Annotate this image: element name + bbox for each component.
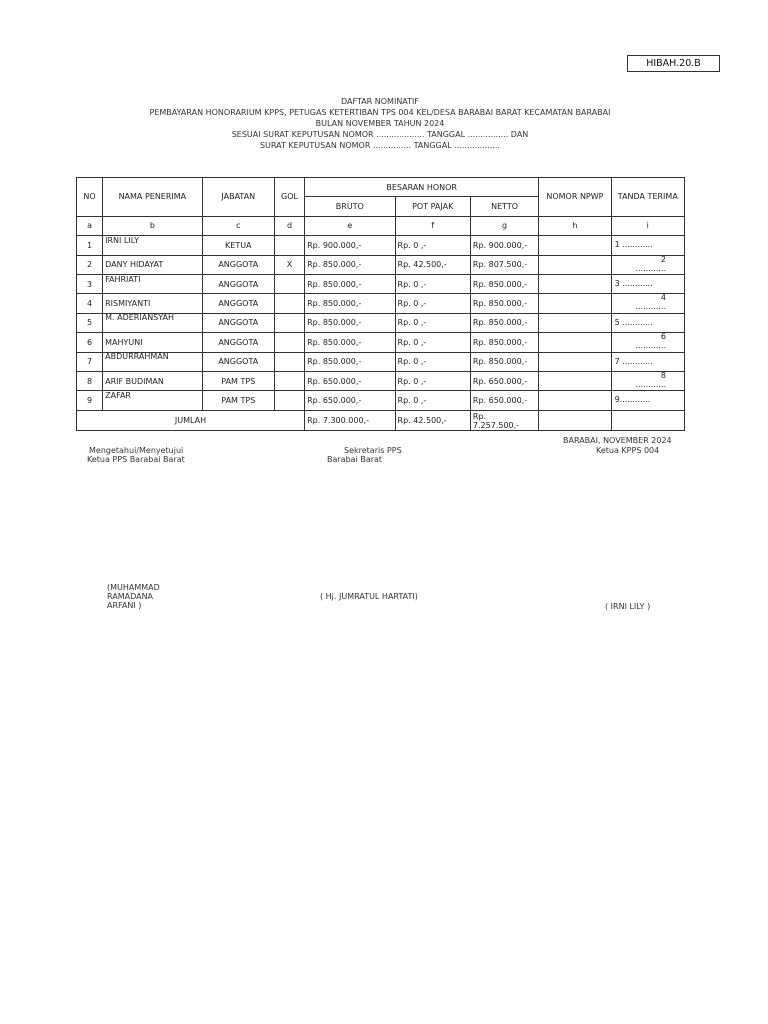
row-bruto: Rp. 650.000,- bbox=[305, 371, 395, 390]
row-nama: FAHRIATI bbox=[103, 274, 202, 293]
header-bruto: BRUTO bbox=[305, 197, 395, 216]
row-nama: M. ADERIANSYAH bbox=[103, 313, 202, 332]
row-netto: Rp. 850.000,- bbox=[470, 274, 538, 293]
table-row bbox=[77, 333, 685, 352]
row-gol bbox=[274, 294, 304, 313]
row-netto: Rp. 807.500,- bbox=[470, 255, 538, 274]
header-gol: GOL bbox=[274, 178, 304, 217]
row-gol bbox=[274, 313, 304, 332]
row-gol bbox=[274, 371, 304, 390]
letter-cell: f bbox=[395, 216, 470, 235]
total-label: JUMLAH bbox=[77, 410, 305, 430]
table-row bbox=[77, 236, 685, 255]
row-no: 9 bbox=[77, 391, 103, 410]
title-line-1: DAFTAR NOMINATIF bbox=[340, 97, 420, 106]
right-signatory-name: ( IRNI LILY ) bbox=[605, 602, 651, 611]
row-jabatan: ANGGOTA bbox=[202, 333, 274, 352]
row-npwp bbox=[539, 236, 611, 255]
row-netto: Rp. 850.000,- bbox=[470, 294, 538, 313]
row-pot-pajak: Rp. 0 ,- bbox=[395, 352, 470, 371]
row-tanda-terima[interactable] bbox=[611, 274, 684, 293]
total-tanda bbox=[611, 410, 684, 430]
header-jabatan: JABATAN bbox=[202, 178, 274, 217]
table-row bbox=[77, 294, 685, 313]
row-npwp bbox=[539, 274, 611, 293]
row-no: 4 bbox=[77, 294, 103, 313]
total-pot-pajak: Rp. 42.500,- bbox=[395, 410, 470, 430]
row-jabatan: ANGGOTA bbox=[202, 352, 274, 371]
header-nomor-npwp: NOMOR NPWP bbox=[539, 178, 611, 217]
title-line-3: BULAN NOVEMBER TAHUN 2024 bbox=[315, 119, 445, 128]
row-jabatan: ANGGOTA bbox=[202, 313, 274, 332]
row-netto: Rp. 900.000,- bbox=[470, 236, 538, 255]
title-line-5: SURAT KEPUTUSAN NOMOR ............... TANGGAL .................. bbox=[259, 141, 501, 150]
honorarium-table bbox=[76, 177, 685, 431]
row-tanda-terima[interactable] bbox=[611, 294, 684, 313]
row-npwp bbox=[539, 313, 611, 332]
row-nama: MAHYUNI bbox=[103, 333, 202, 352]
row-no: 6 bbox=[77, 333, 103, 352]
right-signatory-title: Ketua KPPS 004 bbox=[596, 446, 660, 455]
table-row bbox=[77, 255, 685, 274]
row-jabatan: KETUA bbox=[202, 236, 274, 255]
mid-signatory-name: ( Hj. JUMRATUL HARTATI) bbox=[320, 592, 418, 601]
title-line-4: SESUAI SURAT KEPUTUSAN NOMOR ................... TANGGAL ................ DAN bbox=[231, 130, 529, 139]
row-gol bbox=[274, 274, 304, 293]
row-bruto: Rp. 850.000,- bbox=[305, 294, 395, 313]
row-tanda-terima[interactable] bbox=[611, 352, 684, 371]
row-no: 2 bbox=[77, 255, 103, 274]
row-no: 1 bbox=[77, 236, 103, 255]
row-tanda-terima[interactable] bbox=[611, 371, 684, 390]
letter-cell: b bbox=[103, 216, 202, 235]
row-bruto: Rp. 650.000,- bbox=[305, 391, 395, 410]
row-netto: Rp. 850.000,- bbox=[470, 313, 538, 332]
letter-cell: c bbox=[202, 216, 274, 235]
letter-row bbox=[77, 216, 685, 235]
row-pot-pajak: Rp. 0 ,- bbox=[395, 391, 470, 410]
row-npwp bbox=[539, 352, 611, 371]
header-nama-penerima: NAMA PENERIMA bbox=[103, 178, 202, 217]
row-gol bbox=[274, 352, 304, 371]
row-pot-pajak: Rp. 0 ,- bbox=[395, 371, 470, 390]
row-netto: Rp. 850.000,- bbox=[470, 352, 538, 371]
letter-cell: i bbox=[611, 216, 684, 235]
tanda-terima-text: 1 ............ bbox=[614, 240, 653, 250]
row-npwp bbox=[539, 333, 611, 352]
row-jabatan: ANGGOTA bbox=[202, 274, 274, 293]
row-npwp bbox=[539, 255, 611, 274]
row-pot-pajak: Rp. 0 ,- bbox=[395, 313, 470, 332]
row-nama: ABDURRAHMAN bbox=[103, 352, 202, 371]
header-no: NO bbox=[77, 178, 103, 217]
row-netto: Rp. 650.000,- bbox=[470, 391, 538, 410]
letter-cell: g bbox=[470, 216, 538, 235]
header-tanda-terima: TANDA TERIMA bbox=[611, 178, 684, 217]
row-nama: ARIF BUDIMAN bbox=[103, 371, 202, 390]
row-netto: Rp. 850.000,- bbox=[470, 333, 538, 352]
place-date: BARABAI, NOVEMBER 2024 bbox=[563, 436, 672, 445]
left-signatory-name: (MUHAMMAD RAMADANA ARFANI ) bbox=[107, 583, 160, 610]
row-nama: DANY HIDAYAT bbox=[103, 255, 202, 274]
tanda-terima-text: 9............ bbox=[614, 395, 651, 405]
total-npwp bbox=[539, 410, 611, 430]
tanda-terima-text: 7 ............ bbox=[614, 356, 653, 366]
mid-signatory-title: Sekretaris PPS bbox=[344, 446, 402, 455]
tanda-terima-text: 2 ............ bbox=[635, 254, 666, 273]
title-block bbox=[0, 96, 760, 151]
table-row bbox=[77, 391, 685, 410]
row-tanda-terima[interactable] bbox=[611, 391, 684, 410]
row-pot-pajak: Rp. 0 ,- bbox=[395, 294, 470, 313]
row-tanda-terima[interactable] bbox=[611, 313, 684, 332]
letter-cell: h bbox=[539, 216, 611, 235]
row-bruto: Rp. 850.000,- bbox=[305, 333, 395, 352]
row-pot-pajak: Rp. 0 ,- bbox=[395, 274, 470, 293]
row-no: 8 bbox=[77, 371, 103, 390]
tanda-terima-text: 3 ............ bbox=[614, 278, 653, 288]
row-jabatan: PAM TPS bbox=[202, 371, 274, 390]
row-pot-pajak: Rp. 0 ,- bbox=[395, 333, 470, 352]
row-nama: ZAFAR bbox=[103, 391, 202, 410]
header-pot-pajak: POT PAJAK bbox=[395, 197, 470, 216]
row-tanda-terima[interactable] bbox=[611, 255, 684, 274]
row-bruto: Rp. 900.000,- bbox=[305, 236, 395, 255]
row-jabatan: PAM TPS bbox=[202, 391, 274, 410]
row-bruto: Rp. 850.000,- bbox=[305, 352, 395, 371]
row-bruto: Rp. 850.000,- bbox=[305, 274, 395, 293]
row-no: 3 bbox=[77, 274, 103, 293]
tanda-terima-text: 5 ............ bbox=[614, 317, 653, 327]
letter-cell: a bbox=[77, 216, 103, 235]
row-gol: X bbox=[274, 255, 304, 274]
row-bruto: Rp. 850.000,- bbox=[305, 313, 395, 332]
row-npwp bbox=[539, 391, 611, 410]
tanda-terima-text: 4 ............ bbox=[635, 293, 666, 312]
table-row bbox=[77, 274, 685, 293]
letter-cell: e bbox=[305, 216, 395, 235]
row-tanda-terima[interactable] bbox=[611, 333, 684, 352]
row-nama: IRNI LILY bbox=[103, 236, 202, 255]
row-npwp bbox=[539, 371, 611, 390]
left-signatory-title: Mengetahui/Menyetujui bbox=[89, 446, 184, 455]
row-nama: RISMIYANTI bbox=[103, 294, 202, 313]
total-bruto: Rp. 7.300.000,- bbox=[305, 410, 395, 430]
row-netto: Rp. 650.000,- bbox=[470, 371, 538, 390]
row-jabatan: ANGGOTA bbox=[202, 294, 274, 313]
row-no: 7 bbox=[77, 352, 103, 371]
tanda-terima-text: 8 ............ bbox=[635, 370, 666, 389]
left-signatory-office: Ketua PPS Barabai Barat bbox=[87, 455, 185, 464]
letter-cell: d bbox=[274, 216, 304, 235]
row-jabatan: ANGGOTA bbox=[202, 255, 274, 274]
total-row bbox=[77, 410, 685, 430]
header-besaran-honor: BESARAN HONOR bbox=[305, 178, 539, 197]
row-bruto: Rp. 850.000,- bbox=[305, 255, 395, 274]
total-netto: Rp. 7.257.500,- bbox=[470, 410, 538, 430]
row-tanda-terima[interactable] bbox=[611, 236, 684, 255]
table-row bbox=[77, 352, 685, 371]
table-row bbox=[77, 371, 685, 390]
header-netto: NETTO bbox=[470, 197, 538, 216]
document-code: HIBAH.20.B bbox=[627, 55, 720, 72]
tanda-terima-text: 6 ............ bbox=[635, 332, 666, 351]
row-npwp bbox=[539, 294, 611, 313]
mid-signatory-office: Barabai Barat bbox=[327, 455, 383, 464]
title-line-2: PEMBAYARAN HONORARIUM KPPS, PETUGAS KETERTIBAN TPS 004 KEL/DESA BARABAI BARAT KECAMATAN BARABAI bbox=[149, 108, 611, 117]
table-row bbox=[77, 313, 685, 332]
row-pot-pajak: Rp. 0 ,- bbox=[395, 236, 470, 255]
row-no: 5 bbox=[77, 313, 103, 332]
row-gol bbox=[274, 391, 304, 410]
row-gol bbox=[274, 236, 304, 255]
row-pot-pajak: Rp. 42.500,- bbox=[395, 255, 470, 274]
row-gol bbox=[274, 333, 304, 352]
